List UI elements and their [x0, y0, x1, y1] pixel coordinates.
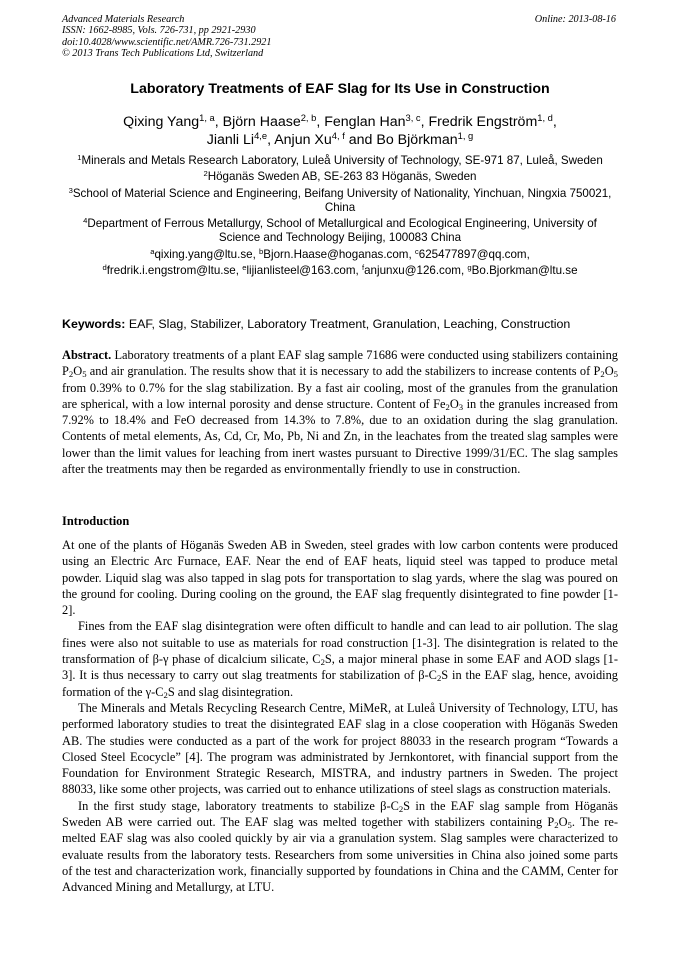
- paragraph-text: Fines from the EAF slag disintegration were often difficult to handle and can lead to air pollution. The slag fines were also not suitable to use as materials for road construction [1-3]. The disintegration is related to the transformation of β-γ phase of dicalcium silicate, C: [62, 619, 618, 667]
- email-mark: f: [361, 262, 365, 272]
- email-address: anjunxu@126.com: [364, 264, 461, 278]
- subscript: 3: [458, 402, 464, 413]
- email-mark: d: [102, 262, 107, 272]
- subscript: 2: [398, 803, 404, 814]
- issn-line: ISSN: 1662-8985, Vols. 726-731, pp 2921-2930: [62, 25, 256, 37]
- paragraph-text: . The re-melted EAF slag was also cooled quickly by air via a granulation system. Slag samples were characterized to evaluate results from the laboratory tests. Researchers from some universities in China also joined some parts of the test and characterization work, financially supported by foundations in China and the CAMM, Center for Advanced Mining and Metallurgy, at LTU.: [62, 815, 619, 895]
- introduction-body: [62, 537, 618, 896]
- abstract-text: from 0.39% to 0.7% for the slag stabilization. By a fast air cooling, most of the granules from the granulation are spherical, with a low internal porosity and dense structure. Content of Fe: [62, 380, 618, 411]
- subscript: 5: [82, 369, 87, 380]
- author-list: [62, 113, 618, 149]
- abstract-label: Abstract.: [62, 348, 112, 362]
- authors-and: and: [348, 132, 373, 148]
- intro-paragraph-4: [62, 798, 618, 896]
- subscript: 5: [567, 820, 572, 831]
- online-date: Online: 2013-08-16: [534, 14, 616, 25]
- email-address: Bjorn.Haase@hoganas.com: [263, 247, 409, 261]
- affiliation-mark: 4: [83, 215, 88, 225]
- affiliation-text: Höganäs Sweden AB, SE-263 83 Höganäs, Sweden: [207, 170, 477, 184]
- paragraph-text: O: [558, 815, 568, 830]
- author-name: Qixing Yang: [123, 114, 200, 130]
- abstract-text: O: [449, 396, 459, 411]
- author-affil-mark: 4, f: [331, 130, 345, 141]
- subscript: 5: [613, 369, 618, 380]
- section-heading-introduction: Introduction: [62, 514, 130, 528]
- intro-paragraph-2: [62, 618, 618, 699]
- affiliation-text: Minerals and Metals Research Laboratory, Luleå University of Technology, SE-971 87, Luleå, Sweden: [81, 154, 603, 167]
- subscript: 2: [163, 689, 168, 700]
- copyright-line: © 2013 Trans Tech Publications Ltd, Switzerland: [62, 48, 264, 60]
- affiliation-text: Department of Ferrous Metallurgy, School of Metallurgical and Ecological Engineering, University of Science and Technology Beijing, 100083 China: [87, 217, 597, 245]
- keywords-text: EAF, Slag, Stabilizer, Laboratory Treatment, Granulation, Leaching, Construction: [128, 317, 571, 331]
- keywords-label: Keywords:: [62, 317, 126, 331]
- author-name: Jianli Li: [206, 132, 255, 148]
- paragraph-text: S in the EAF slag, hence, avoiding formation of the γ-C: [62, 668, 618, 699]
- email-mark: g: [467, 262, 472, 272]
- subscript: 2: [68, 369, 74, 380]
- paper-title: Laboratory Treatments of EAF Slag for Its Use in Construction: [130, 81, 550, 97]
- affiliation: [62, 187, 618, 216]
- author-affil-mark: 4,e: [254, 130, 268, 141]
- paragraph-text: S and slag disintegration.: [167, 684, 294, 699]
- affiliation: [62, 217, 618, 246]
- journal-name: Advanced Materials Research: [62, 14, 185, 25]
- subscript: 2: [445, 402, 450, 413]
- email-mark: c: [414, 246, 419, 256]
- author-affil-mark: 1, a: [199, 112, 215, 123]
- abstract-text: O: [73, 364, 83, 379]
- author-affil-mark: 3, c: [405, 112, 421, 123]
- affiliation-mark: 3: [68, 185, 73, 195]
- subscript: 2: [320, 657, 325, 668]
- email-line-1: $^a$qixing.yang@ltu.se, $^b$Bjorn.Haase@hoganas.com, $^c$625477897@qq.com,: [150, 246, 530, 261]
- subscript: 2: [554, 820, 559, 831]
- affiliation-mark: 1: [77, 152, 82, 162]
- abstract-text: and air granulation. The results show that it is necessary to add the stabilizers to increase contents of P: [86, 364, 601, 379]
- abstract-text: O: [604, 364, 614, 379]
- paragraph-text: S in the EAF slag sample from Höganäs Sweden AB were carried out. The EAF slag was melted together with stabilizers containing P: [62, 798, 618, 830]
- subscript: 2: [600, 369, 605, 380]
- author-name: Björn Haase: [222, 114, 301, 130]
- email-address: fredrik.i.engstrom@ltu.se: [106, 264, 236, 278]
- author-name: Bo Björkman: [376, 132, 458, 148]
- affiliation-text: School of Material Science and Engineering, Beifang University of Nationality, Yinchuan, Ningxia 750021, China: [72, 186, 612, 214]
- doi-line: doi:10.4028/www.scientific.net/AMR.726-731.2921: [62, 36, 272, 48]
- intro-paragraph-3: The Minerals and Metals Recycling Research Centre, MiMeR, at Luleå University of Technology, LTU, has performed laboratory studies to treat the disintegrated EAF slag in a close cooperation with Höganäs Sweden AB. The studies were conducted as a part of the work for project 88033 in the research program “Towards a Closed Steel Ecocycle” [4]. The program was administrated by Jernkontoret, with financial support from the Foundation for Environment Strategic Research, MISTRA, and industry partners in Sweden. The project 88033, like some other projects, was carried out to enhance utilizations of steel slags as construction materials.: [62, 700, 618, 797]
- email-mark: e: [242, 262, 247, 272]
- keywords-line: [62, 316, 618, 332]
- email-address: lijianlisteel@163.com: [246, 264, 356, 278]
- author-line-1: Qixing Yang$^{1, a}$, Björn Haase$^{2, b}$, Fenglan Han$^{3, c}$, Fredrik Engström$^{1, d}$,: [123, 112, 557, 130]
- author-name: Fenglan Han: [324, 114, 406, 130]
- author-line-2: Jianli Li$^{4,e}$, Anjun Xu$^{4, f}$ and Bo Björkman$^{1, g}$: [206, 130, 474, 148]
- author-name: Anjun Xu: [274, 132, 332, 148]
- affiliation: [62, 170, 618, 184]
- email-mark: a: [150, 246, 155, 256]
- affiliation-block: [62, 154, 618, 280]
- email-address: Bo.Bjorkman@ltu.se: [471, 264, 578, 278]
- intro-paragraph-1: At one of the plants of Höganäs Sweden AB in Sweden, steel grades with low carbon contents were produced using an Electric Arc Furnace, EAF. Near the end of EAF heats, liquid steel was tapped to produce metal powder. Liquid slag was also tapped in slag pots for transportation to slag yards, where the slag was poured on the ground for cooling. During cooling on the ground, the EAF slag frequently disintegrated to fine powder [1-2].: [62, 538, 618, 618]
- email-mark: b: [259, 246, 264, 256]
- email-address: 625477897@qq.com: [418, 247, 527, 261]
- affiliation: [62, 154, 618, 168]
- email-address: qixing.yang@ltu.se: [154, 247, 253, 261]
- author-name: Fredrik Engström: [428, 114, 538, 130]
- affiliation-mark: 2: [203, 169, 208, 179]
- abstract-paragraph: [62, 347, 618, 477]
- journal-header: [62, 14, 618, 60]
- email-line-2: $^d$fredrik.i.engstrom@ltu.se, $^e$lijianlisteel@163.com, $^f$anjunxu@126.com, $^g$Bo.Bjorkman@ltu.se: [102, 262, 578, 278]
- author-affil-mark: 2, b: [300, 112, 317, 123]
- subscript: 2: [436, 673, 442, 684]
- paragraph-text: In the first study stage, laboratory treatments to stabilize β-C: [78, 798, 399, 813]
- author-affil-mark: 1, d: [537, 112, 553, 123]
- abstract-text: in the granules increased from 7.92% to 18.4% and FeO decreased from 14.3% to 7.8%, due to an oxidation during the slag granulation. Contents of metal elements, As, Cd, Cr, Mo, Pb, Ni and Zn, in the leachates from the treated slag samples were lower than the limit values for leaching from inert wastes pursuant to Directive 1999/31/EC. The slag samples after the treatments may then be regarded as environmentally friendly to use in construction.: [62, 396, 619, 477]
- abstract-text: Laboratory treatments of a plant EAF slag sample 71686 were conducted using stabilizers containing P: [62, 348, 618, 379]
- paragraph-text: S, a major mineral phase in some EAF and AOD slags [1-3]. It is thus necessary to carry out slag treatments for stabilization of β-C: [62, 652, 618, 683]
- author-affil-mark: 1, g: [457, 130, 474, 141]
